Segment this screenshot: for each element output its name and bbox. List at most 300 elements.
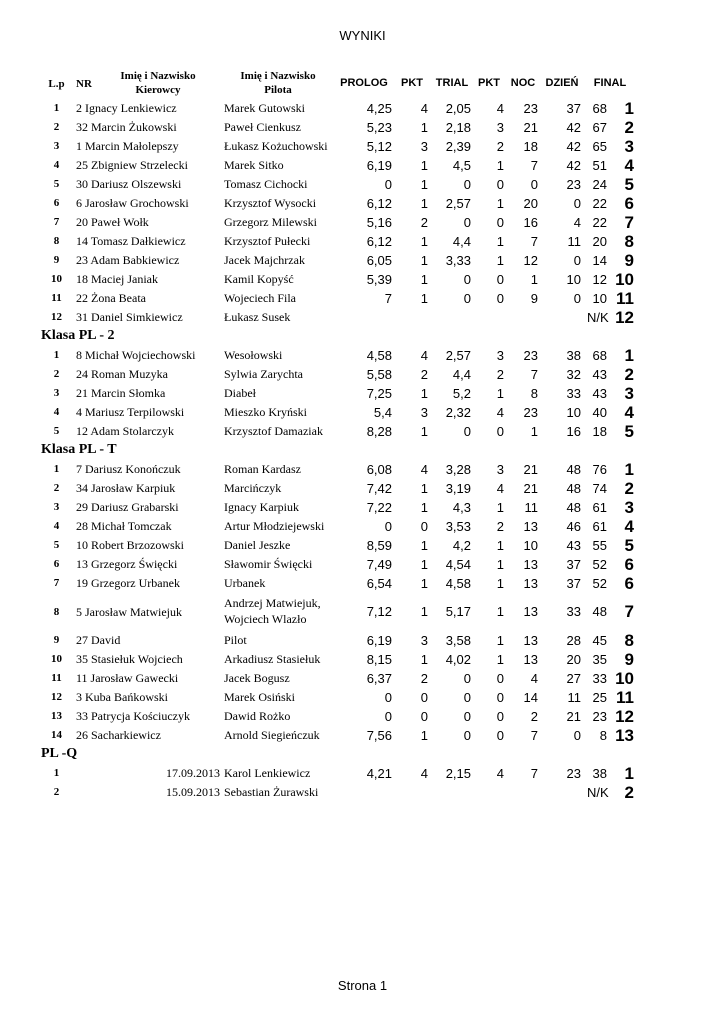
header-lp: L.p [48, 78, 65, 90]
cell-pkt2: 1 [496, 604, 504, 619]
cell-noc: 1 [530, 424, 538, 439]
table-row [0, 593, 725, 631]
cell-prolog: 6,12 [366, 234, 392, 249]
cell-dzien: 0 [573, 253, 581, 268]
cell-lp: 10 [51, 273, 62, 285]
cell-pkt1: 1 [420, 158, 428, 173]
cell-lp: 2 [53, 368, 60, 380]
cell-pkt1: 1 [420, 177, 428, 192]
cell-pilot: Diabeł [224, 386, 256, 400]
cell-pkt1: 2 [420, 215, 428, 230]
cell-driver: 14 Tomasz Dałkiewicz [76, 234, 186, 248]
cell-final: 22 [592, 196, 607, 211]
cell-pilot: Jacek Majchrzak [224, 253, 305, 267]
cell-pkt2: 1 [496, 576, 504, 591]
cell-final: 65 [592, 139, 607, 154]
cell-final: 12 [592, 272, 607, 287]
cell-trial: 2,18 [445, 120, 471, 135]
cell-pkt2: 1 [496, 158, 504, 173]
cell-pkt2: 1 [496, 253, 504, 268]
table-row [0, 194, 725, 213]
table-row [0, 726, 725, 745]
table-row [0, 118, 725, 137]
cell-pkt1: 0 [420, 690, 428, 705]
cell-final: 55 [592, 538, 607, 553]
cell-pkt2: 3 [496, 120, 504, 135]
cell-final: 43 [592, 367, 607, 382]
cell-pkt2: 1 [496, 652, 504, 667]
cell-pkt2: 4 [496, 405, 504, 420]
cell-driver: 8 Michał Wojciechowski [76, 348, 196, 362]
cell-driver: 28 Michał Tomczak [76, 519, 172, 533]
cell-pkt2: 1 [496, 557, 504, 572]
cell-final-place: 9 [624, 650, 634, 669]
cell-pilot: Sylwia Zarychta [224, 367, 303, 381]
cell-pkt2: 0 [496, 177, 504, 192]
cell-trial: 2,57 [445, 196, 471, 211]
cell-pilot: Dawid Rożko [224, 709, 291, 723]
table-row [0, 650, 725, 669]
table-row [0, 175, 725, 194]
cell-pkt1: 1 [420, 652, 428, 667]
cell-pkt2: 1 [496, 234, 504, 249]
cell-trial: 3,19 [445, 481, 471, 496]
cell-pkt1: 3 [420, 139, 428, 154]
cell-dzien: 42 [566, 158, 581, 173]
cell-noc: 21 [523, 120, 538, 135]
cell-final-place: 3 [624, 137, 634, 156]
cell-pkt2: 0 [496, 728, 504, 743]
cell-driver: 19 Grzegorz Urbanek [76, 576, 180, 590]
cell-final-place: 1 [624, 99, 634, 118]
cell-final: 76 [592, 462, 607, 477]
cell-lp: 5 [53, 178, 60, 190]
cell-pilot: Marek Osiński [224, 690, 295, 704]
cell-final: N/K [587, 310, 609, 325]
cell-final-place: 4 [624, 517, 634, 536]
cell-final-place: 5 [624, 536, 634, 555]
cell-final-place: 5 [624, 175, 634, 194]
cell-pkt1: 1 [420, 728, 428, 743]
cell-trial: 4,3 [452, 500, 471, 515]
cell-final-place: 11 [616, 289, 634, 308]
cell-pkt2: 4 [496, 481, 504, 496]
cell-pkt1: 1 [420, 272, 428, 287]
cell-lp: 4 [53, 159, 60, 171]
cell-final-place: 2 [624, 365, 634, 384]
cell-final: 33 [592, 671, 607, 686]
cell-prolog: 6,19 [366, 158, 392, 173]
cell-pkt1: 1 [420, 386, 428, 401]
cell-dzien: 0 [573, 728, 581, 743]
page-footer: Strona 1 [337, 978, 388, 993]
table-row [0, 555, 725, 574]
cell-dzien: 37 [566, 576, 581, 591]
cell-driver: 10 Robert Brzozowski [76, 538, 184, 552]
cell-trial: 0 [463, 424, 471, 439]
cell-final-place: 1 [624, 346, 634, 365]
cell-pkt2: 2 [496, 139, 504, 154]
cell-final-place: 6 [624, 194, 634, 213]
cell-prolog: 7,12 [366, 604, 392, 619]
cell-prolog: 7,56 [366, 728, 392, 743]
cell-lp: 1 [53, 767, 60, 779]
header-nr: NR [76, 78, 92, 90]
table-row [0, 99, 725, 118]
cell-prolog: 6,37 [366, 671, 392, 686]
cell-noc: 2 [530, 709, 538, 724]
cell-noc: 23 [523, 101, 538, 116]
cell-pkt2: 0 [496, 424, 504, 439]
cell-final: 68 [592, 101, 607, 116]
cell-final-place: 2 [624, 783, 634, 802]
cell-prolog: 5,23 [366, 120, 392, 135]
cell-driver: 1 Marcin Małolepszy [76, 139, 179, 153]
cell-prolog: 4,25 [366, 101, 392, 116]
cell-prolog: 8,28 [366, 424, 392, 439]
cell-prolog: 5,58 [366, 367, 392, 382]
cell-trial: 0 [463, 690, 471, 705]
cell-final-place: 7 [624, 602, 634, 621]
cell-final: 51 [592, 158, 607, 173]
cell-trial: 0 [463, 177, 471, 192]
cell-final-place: 1 [624, 460, 634, 479]
cell-final: 40 [592, 405, 607, 420]
cell-trial: 2,05 [445, 101, 471, 116]
cell-prolog: 6,54 [366, 576, 392, 591]
cell-pkt2: 0 [496, 671, 504, 686]
cell-date: 15.09.2013 [166, 785, 220, 799]
cell-trial: 4,5 [452, 158, 471, 173]
cell-dzien: 10 [566, 405, 581, 420]
cell-final-place: 8 [624, 232, 634, 251]
cell-dzien: 16 [566, 424, 581, 439]
cell-dzien: 48 [566, 481, 581, 496]
cell-driver: 12 Adam Stolarczyk [76, 424, 174, 438]
cell-pkt2: 1 [496, 386, 504, 401]
cell-pilot: Andrzej Matwiejuk, Wojciech Wlazło [224, 596, 321, 626]
cell-final: 8 [599, 728, 607, 743]
cell-driver: 32 Marcin Żukowski [76, 120, 177, 134]
cell-prolog: 5,39 [366, 272, 392, 287]
cell-final: 52 [592, 557, 607, 572]
cell-prolog: 6,19 [366, 633, 392, 648]
table-row [0, 479, 725, 498]
cell-pkt1: 3 [420, 405, 428, 420]
cell-final: N/K [587, 785, 609, 800]
header-pilot-line1: Imię i Nazwisko [240, 70, 316, 82]
cell-prolog: 5,16 [366, 215, 392, 230]
cell-driver: 6 Jarosław Grochowski [76, 196, 189, 210]
cell-lp: 1 [53, 102, 60, 114]
cell-lp: 9 [53, 634, 60, 646]
cell-noc: 10 [523, 538, 538, 553]
cell-pkt2: 1 [496, 538, 504, 553]
cell-lp: 2 [53, 786, 60, 798]
cell-final: 22 [592, 215, 607, 230]
cell-lp: 4 [53, 520, 60, 532]
cell-pkt1: 1 [420, 291, 428, 306]
cell-final-place: 3 [624, 384, 634, 403]
cell-final-place: 4 [624, 403, 634, 422]
cell-prolog: 7 [384, 291, 392, 306]
table-row [0, 536, 725, 555]
header-pkt1: PKT [401, 77, 423, 89]
cell-pkt2: 2 [496, 367, 504, 382]
cell-dzien: 10 [566, 272, 581, 287]
cell-dzien: 23 [566, 177, 581, 192]
cell-pkt1: 2 [420, 367, 428, 382]
cell-pilot: Urbanek [224, 576, 266, 590]
cell-pkt2: 0 [496, 272, 504, 287]
cell-trial: 4,2 [452, 538, 471, 553]
cell-lp: 11 [51, 292, 62, 304]
cell-noc: 21 [523, 481, 538, 496]
table-row [0, 346, 725, 365]
cell-prolog: 7,49 [366, 557, 392, 572]
cell-prolog: 0 [384, 519, 392, 534]
cell-pilot: Grzegorz Milewski [224, 215, 317, 229]
cell-driver: 25 Zbigniew Strzelecki [76, 158, 188, 172]
cell-pilot: Kamil Kopyść [224, 272, 294, 286]
cell-pilot: Krzysztof Wysocki [224, 196, 317, 210]
cell-final: 38 [592, 766, 607, 781]
cell-dzien: 33 [566, 604, 581, 619]
cell-driver: 33 Patrycja Kościuczyk [76, 709, 190, 723]
cell-driver: 2 Ignacy Lenkiewicz [76, 101, 177, 115]
cell-dzien: 48 [566, 500, 581, 515]
cell-lp: 6 [53, 197, 60, 209]
cell-final-place: 12 [615, 308, 634, 327]
cell-pilot: Mieszko Kryński [224, 405, 307, 419]
cell-pilot: Marcińczyk [224, 481, 282, 495]
cell-final: 43 [592, 386, 607, 401]
cell-lp: 2 [53, 482, 60, 494]
cell-pkt1: 1 [420, 538, 428, 553]
table-row [0, 384, 725, 403]
cell-pkt1: 1 [420, 120, 428, 135]
cell-pilot: Wojeciech Fila [224, 291, 297, 305]
cell-noc: 7 [530, 367, 538, 382]
cell-driver: 13 Grzegorz Święcki [76, 557, 178, 571]
cell-dzien: 28 [566, 633, 581, 648]
cell-pkt1: 1 [420, 576, 428, 591]
cell-noc: 1 [530, 272, 538, 287]
cell-lp: 13 [51, 710, 62, 722]
cell-driver: 26 Sacharkiewicz [76, 728, 161, 742]
cell-noc: 13 [523, 557, 538, 572]
cell-final-place: 2 [624, 479, 634, 498]
cell-lp: 2 [53, 121, 60, 133]
cell-noc: 13 [523, 604, 538, 619]
header-driver-line1: Imię i Nazwisko [120, 70, 196, 82]
cell-pkt1: 4 [420, 348, 428, 363]
cell-pkt2: 1 [496, 500, 504, 515]
cell-trial: 3,28 [445, 462, 471, 477]
page-title: WYNIKI [339, 28, 386, 43]
cell-pkt2: 0 [496, 709, 504, 724]
cell-driver: 4 Mariusz Terpilowski [76, 405, 185, 419]
cell-driver: 34 Jarosław Karpiuk [76, 481, 176, 495]
table-row [0, 232, 725, 251]
cell-dzien: 43 [566, 538, 581, 553]
cell-lp: 3 [53, 387, 60, 399]
cell-final: 14 [592, 253, 607, 268]
cell-pilot: Arkadiusz Stasiełuk [224, 652, 321, 666]
cell-pkt1: 1 [420, 557, 428, 572]
cell-pkt1: 1 [420, 500, 428, 515]
table-row [0, 460, 725, 479]
cell-prolog: 5,4 [373, 405, 392, 420]
cell-pilot: Daniel Jeszke [224, 538, 291, 552]
table-row [0, 289, 725, 308]
cell-final: 48 [592, 604, 607, 619]
cell-lp: 7 [53, 216, 60, 228]
cell-lp: 6 [53, 558, 60, 570]
cell-trial: 2,57 [445, 348, 471, 363]
cell-noc: 7 [530, 158, 538, 173]
cell-dzien: 11 [567, 690, 581, 705]
cell-trial: 0 [463, 215, 471, 230]
cell-prolog: 8,59 [366, 538, 392, 553]
cell-final: 18 [592, 424, 607, 439]
cell-pkt1: 1 [420, 481, 428, 496]
header-dzien: DZIEŃ [545, 77, 579, 89]
cell-pilot: Krzysztof Pułecki [224, 234, 311, 248]
cell-driver: 23 Adam Babkiewicz [76, 253, 180, 267]
cell-noc: 4 [530, 671, 538, 686]
cell-pilot: Ignacy Karpiuk [224, 500, 299, 514]
cell-pkt1: 4 [420, 766, 428, 781]
cell-prolog: 7,22 [366, 500, 392, 515]
cell-prolog: 6,08 [366, 462, 392, 477]
cell-pkt2: 4 [496, 766, 504, 781]
cell-lp: 12 [51, 691, 62, 703]
cell-pkt1: 4 [420, 101, 428, 116]
cell-noc: 13 [523, 652, 538, 667]
cell-final-place: 2 [624, 118, 634, 137]
cell-noc: 18 [523, 139, 538, 154]
cell-final-place: 11 [616, 688, 634, 707]
cell-trial: 4,58 [445, 576, 471, 591]
cell-final-place: 6 [624, 555, 634, 574]
cell-dzien: 32 [566, 367, 581, 382]
table-row [0, 764, 725, 783]
cell-pkt2: 0 [496, 291, 504, 306]
cell-final-place: 3 [624, 498, 634, 517]
cell-noc: 13 [523, 576, 538, 591]
cell-dzien: 20 [566, 652, 581, 667]
cell-noc: 16 [523, 215, 538, 230]
cell-final-place: 6 [624, 574, 634, 593]
cell-driver: 30 Dariusz Olszewski [76, 177, 182, 191]
table-row [0, 574, 725, 593]
cell-lp: 9 [53, 254, 60, 266]
cell-dzien: 27 [566, 671, 581, 686]
cell-driver: 24 Roman Muzyka [76, 367, 168, 381]
cell-final-place: 8 [624, 631, 634, 650]
cell-dzien: 38 [566, 348, 581, 363]
cell-lp: 14 [51, 729, 62, 741]
cell-trial: 0 [463, 728, 471, 743]
table-row [0, 213, 725, 232]
cell-driver: 27 David [76, 633, 121, 647]
cell-lp: 12 [51, 311, 62, 323]
cell-driver: 31 Daniel Simkiewicz [76, 310, 183, 324]
header-pilot-line2: Pilota [264, 84, 292, 96]
cell-trial: 4,4 [452, 234, 471, 249]
cell-pkt2: 1 [496, 196, 504, 211]
cell-final: 74 [592, 481, 607, 496]
cell-trial: 0 [463, 709, 471, 724]
cell-prolog: 4,58 [366, 348, 392, 363]
header-final: FINAL [593, 77, 627, 89]
cell-trial: 3,33 [445, 253, 471, 268]
cell-noc: 9 [530, 291, 538, 306]
header-prolog: PROLOG [340, 77, 388, 89]
table-row [0, 707, 725, 726]
cell-prolog: 8,15 [366, 652, 392, 667]
cell-final: 23 [592, 709, 607, 724]
cell-final-place: 10 [615, 270, 634, 289]
cell-prolog: 7,25 [366, 386, 392, 401]
cell-driver: 35 Stasiełuk Wojciech [76, 652, 183, 666]
cell-pilot: Tomasz Cichocki [224, 177, 308, 191]
cell-dzien: 0 [573, 196, 581, 211]
cell-pkt1: 3 [420, 633, 428, 648]
cell-pkt1: 1 [420, 604, 428, 619]
header-pilot [226, 69, 330, 97]
cell-pkt1: 0 [420, 519, 428, 534]
cell-driver: 3 Kuba Bańkowski [76, 690, 168, 704]
cell-noc: 21 [523, 462, 538, 477]
cell-final-place: 10 [615, 669, 634, 688]
cell-driver: Sebastian Żurawski [224, 785, 319, 799]
cell-final-place: 13 [615, 726, 634, 745]
table-row [0, 308, 725, 327]
cell-noc: 23 [523, 405, 538, 420]
header-driver [103, 69, 213, 97]
section-title: Klasa PL - 2 [41, 328, 115, 343]
cell-lp: 3 [53, 501, 60, 513]
cell-pkt2: 3 [496, 348, 504, 363]
cell-noc: 8 [530, 386, 538, 401]
table-row [0, 517, 725, 536]
cell-driver: 7 Dariusz Konończuk [76, 462, 181, 476]
cell-dzien: 33 [566, 386, 581, 401]
cell-pkt2: 0 [496, 215, 504, 230]
cell-pkt1: 1 [420, 234, 428, 249]
cell-driver: 21 Marcin Słomka [76, 386, 166, 400]
cell-final: 25 [592, 690, 607, 705]
cell-final-place: 7 [624, 213, 634, 232]
table-row [0, 422, 725, 441]
cell-dzien: 0 [573, 291, 581, 306]
cell-dzien: 42 [566, 139, 581, 154]
cell-trial: 2,39 [445, 139, 471, 154]
cell-dzien: 46 [566, 519, 581, 534]
cell-lp: 3 [53, 140, 60, 152]
cell-final-place: 5 [624, 422, 634, 441]
cell-final: 45 [592, 633, 607, 648]
cell-driver: 29 Dariusz Grabarski [76, 500, 179, 514]
cell-driver: 11 Jarosław Gawecki [76, 671, 179, 685]
cell-prolog: 6,12 [366, 196, 392, 211]
cell-pilot: Artur Młodziejewski [224, 519, 325, 533]
cell-lp: 8 [53, 606, 60, 618]
cell-final: 68 [592, 348, 607, 363]
cell-prolog: 4,21 [366, 766, 392, 781]
